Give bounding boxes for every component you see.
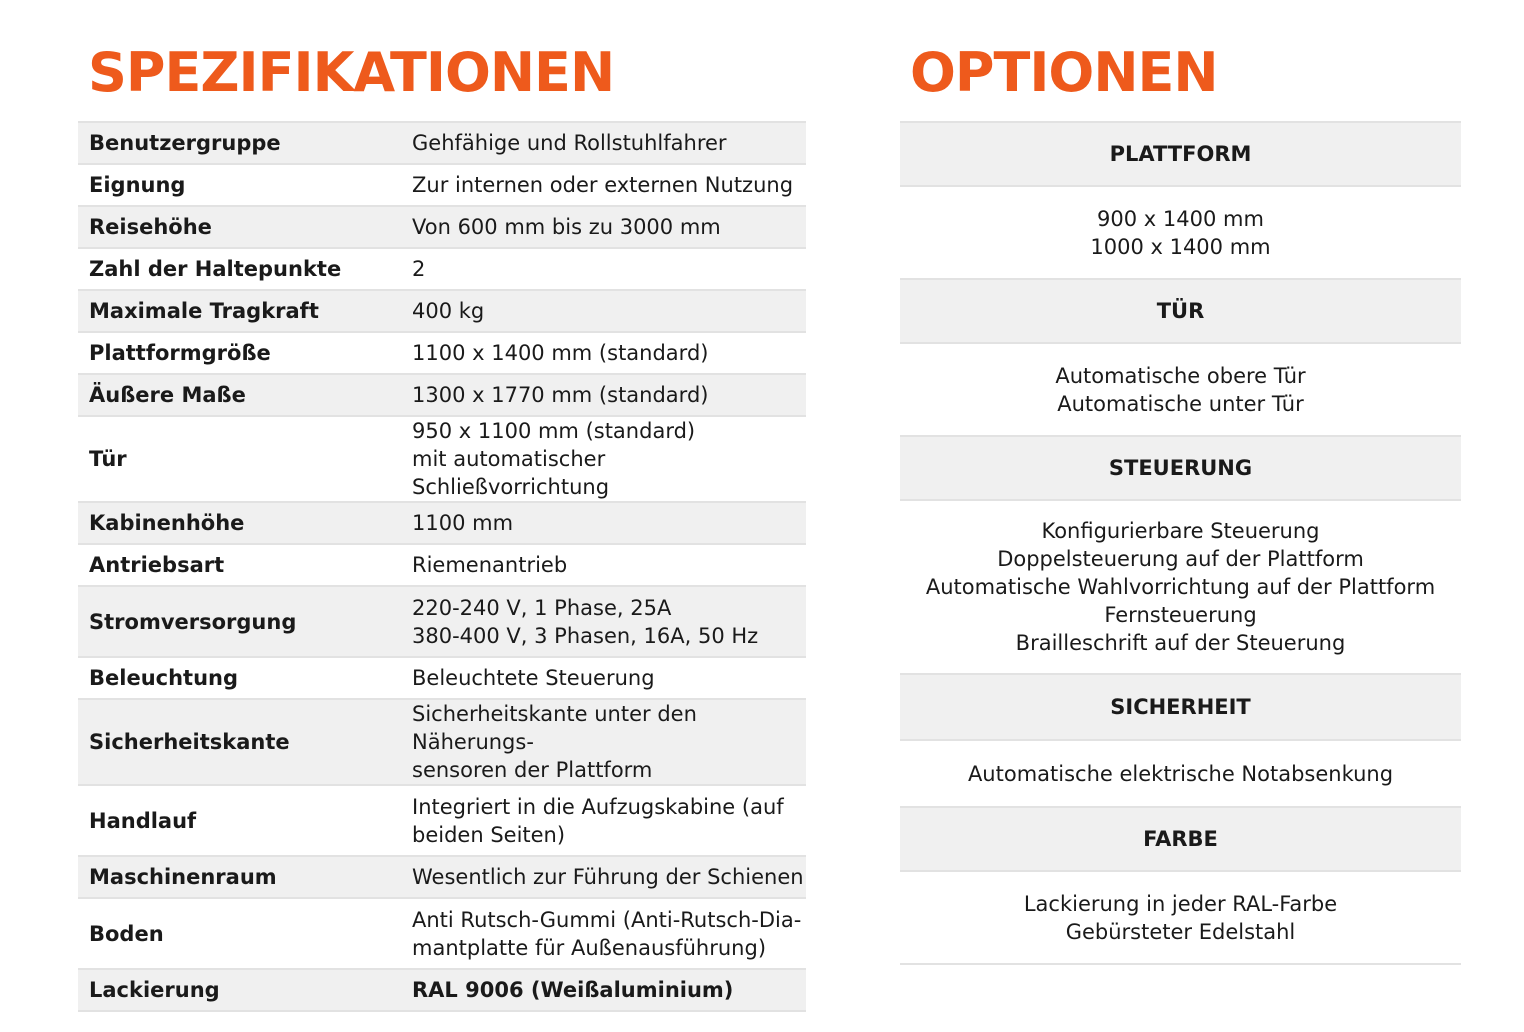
option-header-label: STEUERUNG xyxy=(900,436,1461,500)
option-item: Brailleschrift auf der Steuerung xyxy=(1015,631,1346,655)
option-header-label: SICHERHEIT xyxy=(900,674,1461,740)
spec-row xyxy=(78,785,806,856)
spec-value-line: 1100 mm xyxy=(412,511,514,535)
spec-value xyxy=(412,544,806,586)
spec-value xyxy=(412,502,806,544)
spec-value xyxy=(412,898,806,969)
option-item: Automatische unter Tür xyxy=(1057,391,1304,416)
spec-label: Zahl der Haltepunkte xyxy=(78,248,412,290)
spec-value-line: 1300 x 1770 mm (standard) xyxy=(412,383,709,407)
spec-label: Plattformgröße xyxy=(78,332,412,374)
option-section-items xyxy=(900,740,1461,807)
option-item: 900 x 1400 mm xyxy=(1097,206,1264,231)
spec-label: Äußere Maße xyxy=(78,374,412,416)
option-item: Automatische obere Tür xyxy=(1055,363,1306,388)
spec-value xyxy=(412,248,806,290)
option-items-cell xyxy=(900,740,1461,807)
spec-value-line: 950 x 1100 mm (standard) xyxy=(412,419,696,443)
spec-value-line: Von 600 mm bis zu 3000 mm xyxy=(412,215,721,239)
spec-value-line: Zur internen oder externen Nutzung xyxy=(412,173,794,197)
spec-value xyxy=(412,290,806,332)
option-section-items xyxy=(900,871,1461,964)
option-section-header xyxy=(900,122,1461,186)
spec-value-line: 1100 x 1400 mm (standard) xyxy=(412,341,709,365)
spec-label: Antriebsart xyxy=(78,544,412,586)
spec-value-line: mit automatischer Schließvorrichtung xyxy=(412,447,610,499)
spec-value-line: Gehfähige und Rollstuhlfahrer xyxy=(412,131,727,155)
option-header-label: FARBE xyxy=(900,807,1461,871)
spec-value xyxy=(412,122,806,164)
option-section-items xyxy=(900,500,1461,674)
option-item: Gebürsteter Edelstahl xyxy=(1065,919,1296,944)
option-items-cell xyxy=(900,871,1461,964)
spec-label: Stromversorgung xyxy=(78,586,412,657)
option-item: Doppelsteuerung auf der Plattform xyxy=(997,547,1364,571)
option-item: Konfigurierbare Steuerung xyxy=(1041,519,1320,543)
spec-value-line: beiden Seiten) xyxy=(412,822,566,847)
spec-value-line: 400 kg xyxy=(412,299,485,323)
spec-row xyxy=(78,374,806,416)
specifications-table xyxy=(78,121,806,1012)
option-header-label: PLATTFORM xyxy=(900,122,1461,186)
spec-label: Reisehöhe xyxy=(78,206,412,248)
option-section-header xyxy=(900,807,1461,871)
spec-value xyxy=(412,374,806,416)
spec-value xyxy=(412,164,806,206)
spec-row xyxy=(78,248,806,290)
option-item: Automatische Wahlvorrichtung auf der Plattform xyxy=(925,575,1436,599)
option-items-cell xyxy=(900,186,1461,279)
spec-row xyxy=(78,206,806,248)
options-table xyxy=(900,121,1461,965)
option-section-header xyxy=(900,436,1461,500)
spec-label: Maschinenraum xyxy=(78,856,412,898)
spec-label: Maximale Tragkraft xyxy=(78,290,412,332)
spec-row xyxy=(78,122,806,164)
spec-value-line: 380-400 V, 3 Phasen, 16A, 50 Hz xyxy=(412,623,759,648)
spec-value-line: Integriert in die Aufzugskabine (auf xyxy=(412,794,784,819)
spec-value-line: mantplatte für Außenausführung) xyxy=(412,935,767,960)
spec-label: Lackierung xyxy=(78,969,412,1011)
spec-label: Benutzergruppe xyxy=(78,122,412,164)
spec-value xyxy=(412,856,806,898)
spec-value-line: sensoren der Plattform xyxy=(412,758,653,782)
options-title: OPTIONEN xyxy=(910,41,1218,104)
spec-label: Beleuchtung xyxy=(78,657,412,699)
spec-value-line: Beleuchtete Steuerung xyxy=(412,666,655,690)
option-section-header xyxy=(900,674,1461,740)
spec-value-line: 220-240 V, 1 Phase, 25A xyxy=(412,595,672,620)
spec-value-line: Sicherheitskante unter den Näherungs- xyxy=(412,702,697,754)
option-header-label: TÜR xyxy=(900,279,1461,343)
spec-value-line: Wesentlich zur Führung der Schienen xyxy=(412,865,804,889)
spec-value xyxy=(412,586,806,657)
spec-value-line: 2 xyxy=(412,257,426,281)
specifications-title: SPEZIFIKATIONEN xyxy=(88,41,615,104)
option-section-items xyxy=(900,343,1461,436)
spec-row xyxy=(78,969,806,1011)
spec-row xyxy=(78,502,806,544)
spec-label: Handlauf xyxy=(78,785,412,856)
spec-value-line: Anti Rutsch-Gummi (Anti-Rutsch-Dia- xyxy=(412,907,802,932)
spec-label: Sicherheitskante xyxy=(78,699,412,785)
option-item: Lackierung in jeder RAL-Farbe xyxy=(1023,891,1338,916)
spec-label: Eignung xyxy=(78,164,412,206)
spec-value xyxy=(412,657,806,699)
spec-label: Boden xyxy=(78,898,412,969)
option-item: 1000 x 1400 mm xyxy=(1090,234,1271,259)
spec-value xyxy=(412,416,806,502)
spec-value-line: Riemenantrieb xyxy=(412,553,568,577)
spec-value-line: RAL 9006 (Weißaluminium) xyxy=(412,978,734,1002)
option-items-cell xyxy=(900,343,1461,436)
option-item: Automatische elektrische Notabsenkung xyxy=(967,761,1394,786)
spec-row xyxy=(78,164,806,206)
spec-row xyxy=(78,856,806,898)
spec-row xyxy=(78,332,806,374)
spec-row xyxy=(78,898,806,969)
spec-label: Tür xyxy=(78,416,412,502)
option-section-items xyxy=(900,186,1461,279)
spec-value xyxy=(412,699,806,785)
spec-value xyxy=(412,785,806,856)
option-items-cell xyxy=(900,500,1461,674)
spec-value xyxy=(412,206,806,248)
spec-row xyxy=(78,657,806,699)
spec-label: Kabinenhöhe xyxy=(78,502,412,544)
spec-value xyxy=(412,332,806,374)
spec-row xyxy=(78,544,806,586)
spec-row xyxy=(78,416,806,502)
option-item: Fernsteuerung xyxy=(1104,603,1257,627)
spec-row xyxy=(78,290,806,332)
spec-row xyxy=(78,586,806,657)
option-section-header xyxy=(900,279,1461,343)
spec-value xyxy=(412,969,806,1011)
spec-row xyxy=(78,699,806,785)
